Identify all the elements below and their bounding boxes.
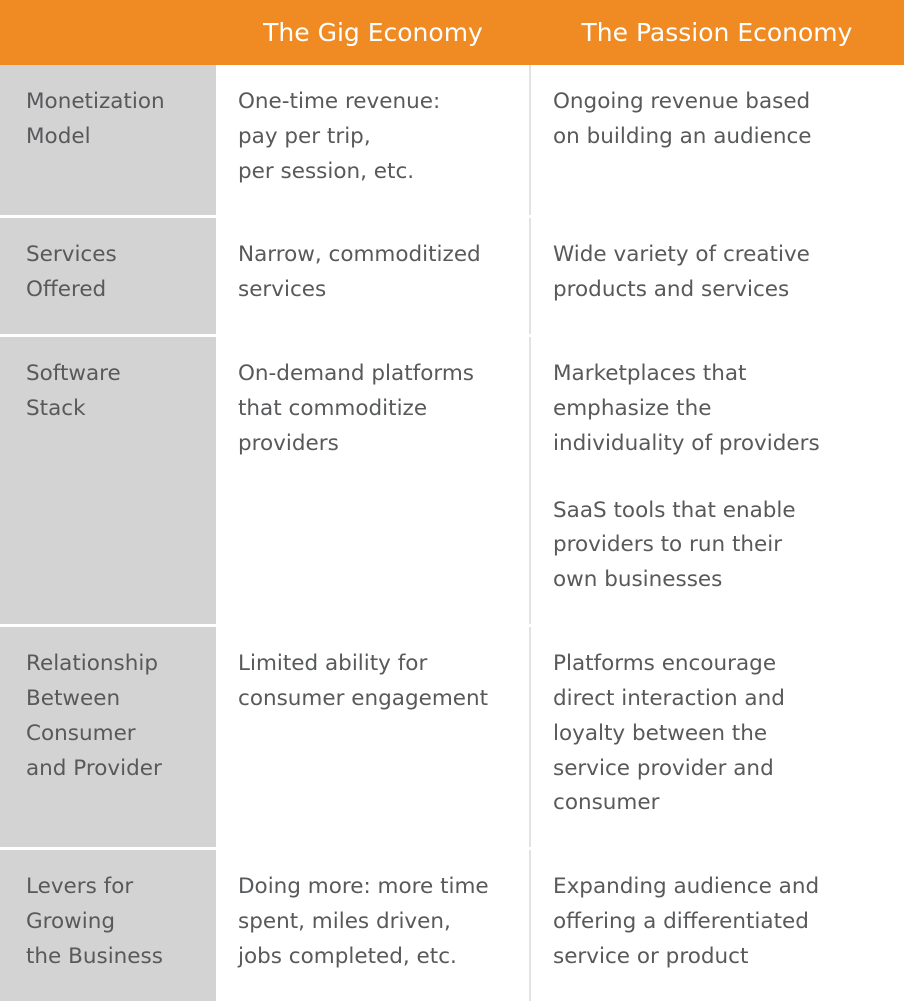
cell-line: direct interaction and <box>553 685 785 711</box>
row-label-line: Consumer <box>26 720 136 746</box>
table-body <box>0 65 904 1001</box>
cell-paragraph <box>553 870 882 974</box>
passion-economy-cell <box>530 65 904 217</box>
cell-paragraph <box>553 238 882 308</box>
row-label-line: Monetization <box>26 89 165 114</box>
row-label-cell <box>0 336 216 626</box>
cell-line: service or product <box>553 943 749 969</box>
cell-paragraph <box>553 357 882 461</box>
cell-paragraph <box>238 238 507 308</box>
table-row <box>0 217 904 336</box>
cell-line: products and services <box>553 277 790 303</box>
table-row <box>0 626 904 849</box>
passion-economy-cell <box>530 626 904 849</box>
cell-line: jobs completed, etc. <box>238 943 457 969</box>
cell-line: providers <box>238 430 339 456</box>
cell-line: providers to run their <box>553 532 783 558</box>
row-label-cell <box>0 217 216 336</box>
row-label-line: Between <box>26 685 121 711</box>
cell-line: Wide variety of creative <box>553 242 810 268</box>
cell-paragraph <box>238 85 507 189</box>
cell-line: Doing more: more time <box>238 874 489 900</box>
cell-paragraph <box>553 494 882 598</box>
cell-paragraph <box>553 85 882 155</box>
gig-economy-cell <box>216 849 530 1001</box>
row-label-line: Offered <box>26 277 107 303</box>
table-row <box>0 849 904 1001</box>
row-label-line: Stack <box>26 395 86 421</box>
passion-economy-cell <box>530 849 904 1001</box>
row-label-line: the Business <box>26 943 163 969</box>
cell-line: consumer <box>553 790 660 816</box>
cell-line: spent, miles driven, <box>238 909 451 935</box>
header-cell-blank <box>0 0 216 65</box>
cell-line: consumer engagement <box>238 685 489 711</box>
row-label-line: Services <box>26 242 117 268</box>
row-label-line: Growing <box>26 909 116 935</box>
cell-line: SaaS tools that enable <box>553 497 796 523</box>
table-header <box>0 0 904 65</box>
cell-line: service provider and <box>553 755 774 781</box>
row-label-cell <box>0 849 216 1001</box>
cell-line: One-time revenue: <box>238 89 441 114</box>
passion-economy-cell <box>530 217 904 336</box>
cell-line: on building an audience <box>553 123 812 149</box>
table-header-row <box>0 0 904 65</box>
cell-paragraph <box>238 357 507 461</box>
gig-economy-cell <box>216 217 530 336</box>
header-cell-passion-economy: The Passion Economy <box>530 0 904 65</box>
cell-line: Narrow, commoditized <box>238 242 481 268</box>
cell-line: Marketplaces that <box>553 361 747 387</box>
cell-line: services <box>238 277 327 303</box>
table-row <box>0 65 904 217</box>
table-row <box>0 336 904 626</box>
cell-line: Expanding audience and <box>553 874 820 900</box>
cell-line: loyalty between the <box>553 720 768 746</box>
cell-line: per session, etc. <box>238 158 415 184</box>
row-label-line: Software <box>26 361 121 387</box>
cell-paragraph <box>553 647 882 821</box>
cell-line: Ongoing revenue based <box>553 89 811 114</box>
gig-economy-cell <box>216 65 530 217</box>
passion-economy-cell <box>530 336 904 626</box>
cell-line: that commoditize <box>238 395 428 421</box>
cell-paragraph <box>238 870 507 974</box>
cell-line: emphasize the <box>553 395 712 421</box>
gig-economy-cell <box>216 626 530 849</box>
cell-line: own businesses <box>553 567 723 593</box>
cell-line: Limited ability for <box>238 651 428 677</box>
cell-line: individuality of providers <box>553 430 820 456</box>
row-label-line: Levers for <box>26 874 134 900</box>
gig-economy-cell <box>216 336 530 626</box>
row-label-cell <box>0 626 216 849</box>
row-label-cell <box>0 65 216 217</box>
cell-line: On-demand platforms <box>238 361 474 387</box>
cell-line: pay per trip, <box>238 123 371 149</box>
cell-line: offering a differentiated <box>553 909 809 935</box>
row-label-line: and Provider <box>26 755 162 781</box>
cell-paragraph <box>238 647 507 717</box>
cell-line: Platforms encourage <box>553 651 777 677</box>
header-cell-gig-economy: The Gig Economy <box>216 0 530 65</box>
row-label-line: Model <box>26 123 91 149</box>
row-label-line: Relationship <box>26 651 158 677</box>
